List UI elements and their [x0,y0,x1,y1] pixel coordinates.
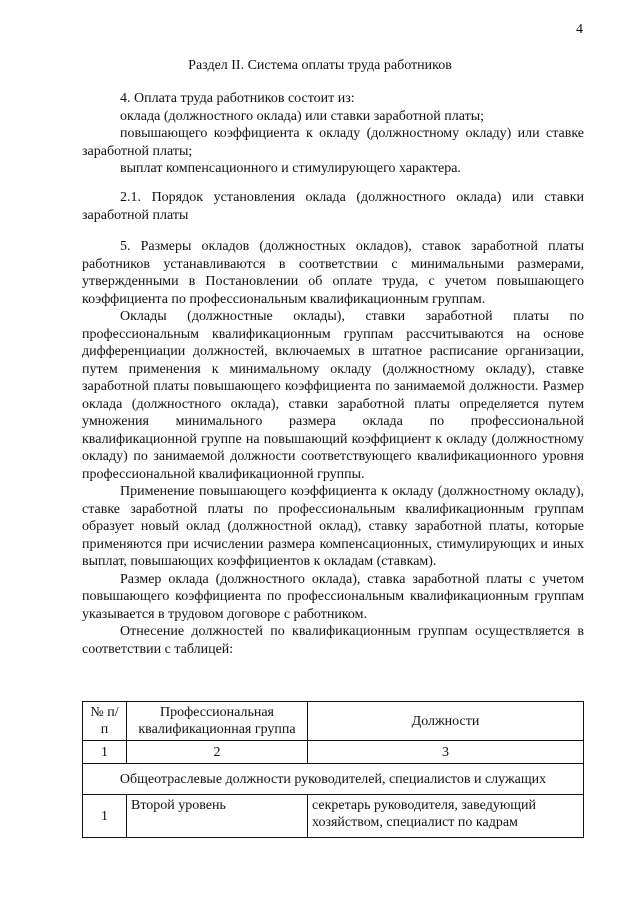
group-title: Общеотраслевые должности руководителей, специалистов и служащих [83,764,584,795]
page-number: 4 [576,22,583,37]
section-title: Раздел II. Система оплаты труда работников [188,58,452,73]
table-header-row [83,702,584,741]
paragraph: Отнесение должностей по квалификационным группам осуществляется в соответствии с таблицей: [82,624,584,657]
body-text [82,238,584,658]
qualification-table [82,701,584,838]
table-row [83,795,584,838]
table-column-numbers-row [83,741,584,764]
salary-components [82,90,584,178]
component-item: оклада (должностного оклада) или ставки заработной платы; [120,108,484,124]
column-number: 2 [127,741,308,764]
header-group: Профессиональная квалификационная группа [127,702,308,741]
column-number: 1 [83,741,127,764]
row-positions: секретарь руководителя, заведующий хозяйством, специалист по кадрам [308,795,584,838]
paragraph: 5. Размеры окладов (должностных окладов), ставок заработной платы работников устанавливаются в соответствии с минимальными размерами, утвержденными в Постановлении об оплате труда, с учетом повышающего коэффициента по профессиональным квалификационным группам. [82,239,584,307]
table-group-row [83,764,584,795]
component-item: повышающего коэффициента к окладу (должностному окладу) или ставке заработной платы; [82,126,584,159]
row-group: Второй уровень [127,795,308,838]
paragraph: Оклады (должностные оклады), ставки заработной платы по профессиональным квалификационным группам рассчитываются на основе дифференциации должностей, включаемых в штатное расписание организации, путем применения к минимальному окладу (должностному окладу), ставке заработной платы повышающего коэффициента по занимаемой должности. Размер оклада (должностного оклада), ставки заработной платы определяется путем умножения минимального размера оклада по профессиональной квалификационной группе на повышающий коэффициент к окладу (должностному окладу) по занимаемой должности соответствующего квалификационного уровня профессиональной квалификационной группы. [82,309,584,482]
header-number: № п/п [83,702,127,741]
components-intro: 4. Оплата труда работников состоит из: [120,91,355,106]
paragraph: Размер оклада (должностного оклада), ставка заработной платы с учетом повышающего коэффициента по профессиональным квалификационным группам указывается в трудовом договоре с работником. [82,571,584,622]
subsection-heading-block [82,189,584,224]
component-item: выплат компенсационного и стимулирующего характера. [120,161,461,176]
paragraph: Применение повышающего коэффициента к окладу (должностному окладу), ставке заработной платы по профессиональным квалификационным группам образует новый оклад (должностной оклад), ставку заработной платы, которые применяются при исчислении размера компенсационных, стимулирующих и иных выплат, повышающих коэффициентов к окладам (ставкам). [82,484,584,569]
row-number: 1 [83,795,127,838]
header-positions: Должности [308,702,584,741]
column-number: 3 [308,741,584,764]
subsection-heading: 2.1. Порядок установления оклада (должностного оклада) или ставки заработной платы [82,190,584,223]
